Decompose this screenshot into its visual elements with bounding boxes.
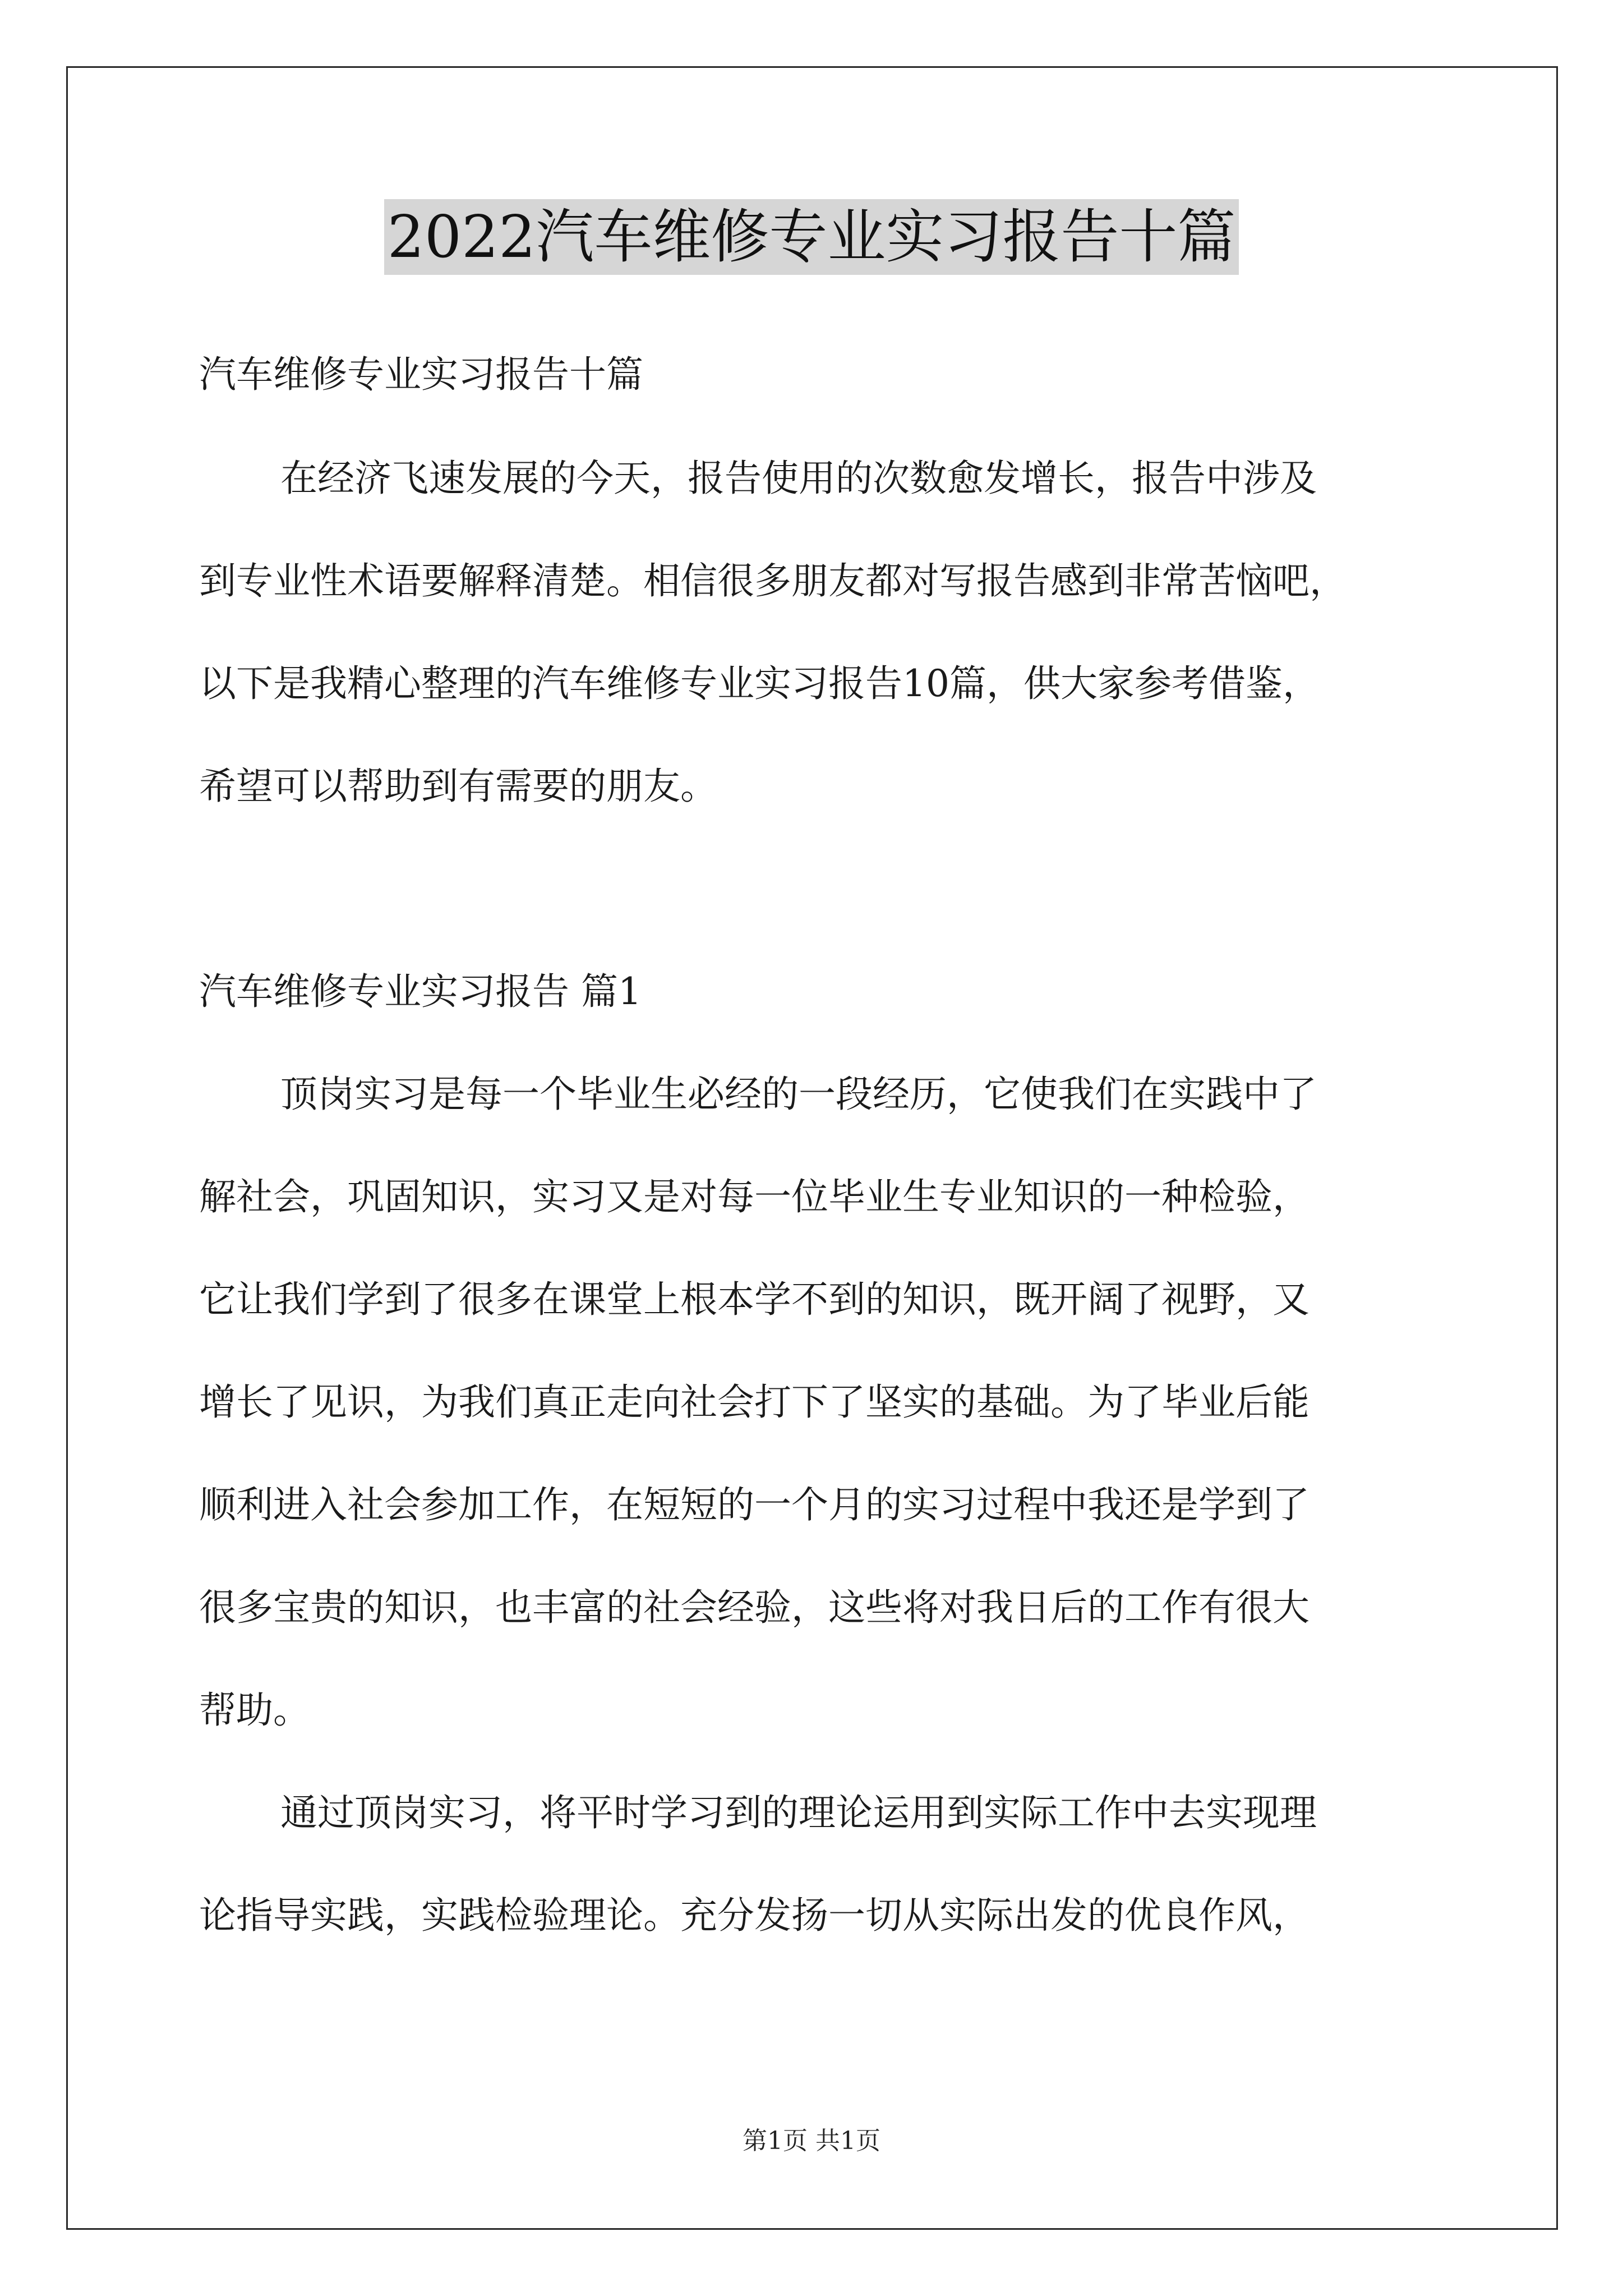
page-footer: 第1页 共1页 — [743, 2127, 880, 2155]
intro-line: 希望可以帮助到有需要的朋友。 — [199, 765, 717, 808]
paragraph-line: 论指导实践，实践检验理论。充分发扬一切从实际出发的优良作风， — [199, 1894, 1310, 1937]
paragraph-line: 它让我们学到了很多在课堂上根本学不到的知识，既开阔了视野，又 — [199, 1278, 1310, 1321]
section-heading: 汽车维修专业实习报告 篇1 — [199, 970, 642, 1013]
intro-line: 到专业性术语要解释清楚。相信很多朋友都对写报告感到非常苦恼吧， — [199, 559, 1347, 602]
paragraph-line: 增长了见识，为我们真正走向社会打下了坚实的基础。为了毕业后能 — [199, 1381, 1310, 1424]
paragraph-line: 通过顶岗实习，将平时学习到的理论运用到实际工作中去实现理 — [280, 1791, 1317, 1834]
paragraph-line: 顺利进入社会参加工作，在短短的一个月的实习过程中我还是学到了 — [199, 1483, 1310, 1526]
paragraph-line: 解社会，巩固知识，实习又是对每一位毕业生专业知识的一种检验， — [199, 1175, 1310, 1218]
intro-line: 在经济飞速发展的今天，报告使用的次数愈发增长，报告中涉及 — [280, 457, 1317, 500]
subtitle: 汽车维修专业实习报告十篇 — [199, 353, 643, 396]
paragraph-line: 很多宝贵的知识，也丰富的社会经验，这些将对我日后的工作有很大 — [199, 1586, 1310, 1629]
paragraph-line: 帮助。 — [199, 1688, 310, 1732]
paragraph-line: 顶岗实习是每一个毕业生必经的一段经历，它使我们在实践中了 — [280, 1073, 1317, 1116]
intro-line: 以下是我精心整理的汽车维修专业实习报告10篇，供大家参考借鉴， — [199, 662, 1320, 705]
document-title: 2022汽车维修专业实习报告十篇 — [384, 199, 1239, 275]
title-wrap — [0, 199, 1623, 275]
